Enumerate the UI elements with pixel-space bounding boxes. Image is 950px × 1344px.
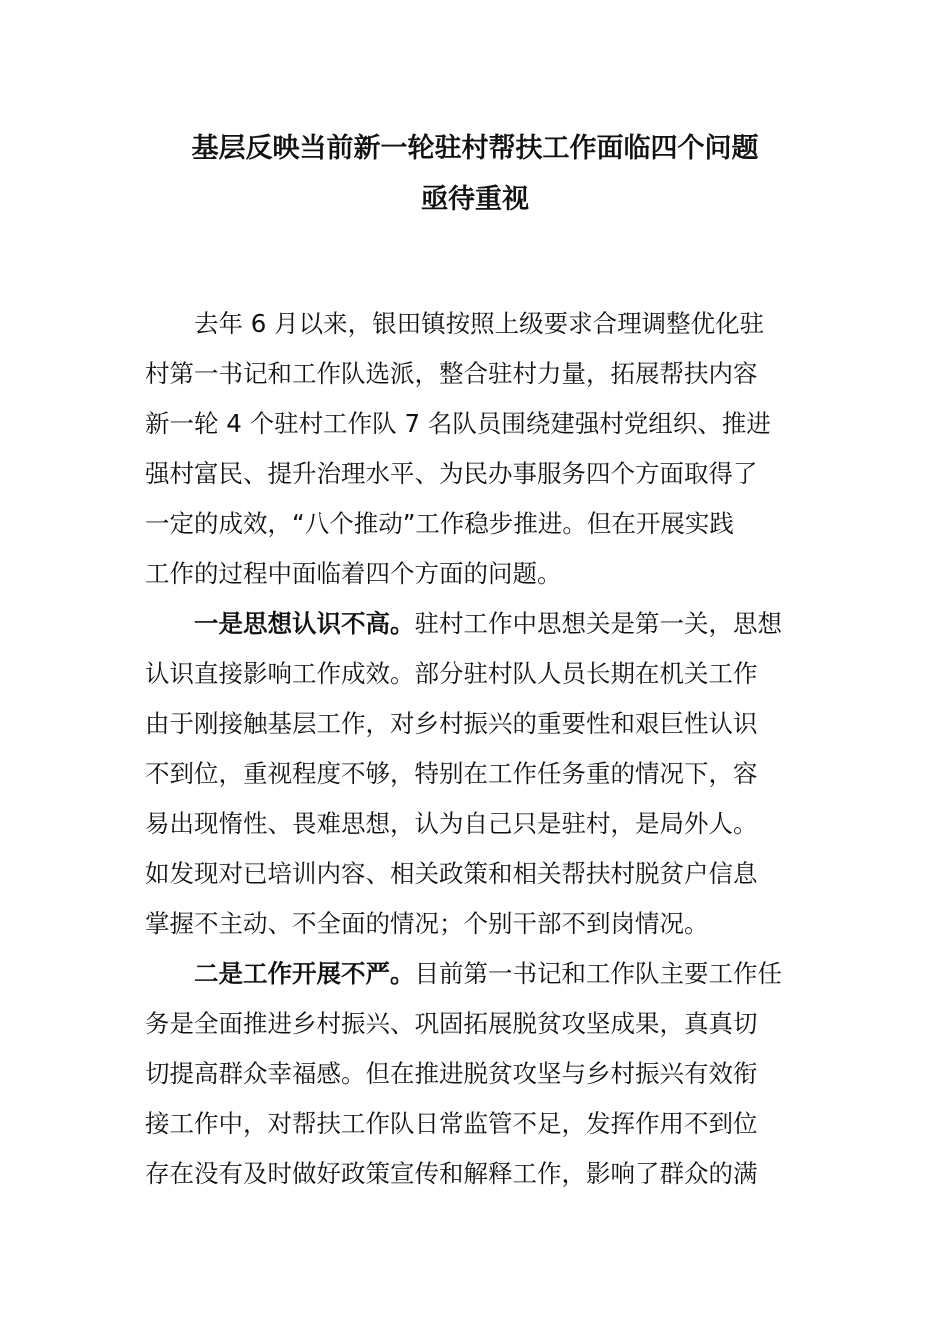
paragraph-2-first-line	[145, 604, 807, 654]
paragraph-3-line: 存在没有及时做好政策宣传和解释工作，影响了群众的满	[145, 1159, 758, 1188]
paragraph-2-lead: 一是思想认识不高。	[194, 609, 415, 638]
document-title-line-1: 基层反映当前新一轮驻村帮扶工作面临四个问题	[191, 133, 759, 164]
paragraph-3-line: 务是全面推进乡村振兴、巩固拓展脱贫攻坚成果，真真切	[145, 1009, 758, 1038]
paragraph-2-line-text: 驻村工作中思想关是第一关，思想	[414, 609, 782, 638]
paragraph-2-line: 认识直接影响工作成效。部分驻村队人员长期在机关工作	[145, 659, 758, 688]
paragraph-1-line: 新一轮 4 个驻村工作队 7 名队员围绕建强村党组织、推进	[145, 409, 771, 438]
document-title-line-2: 亟待重视	[421, 184, 529, 215]
paragraph-1-line: 村第一书记和工作队选派，整合驻村力量，拓展帮扶内容	[145, 359, 758, 388]
paragraph-3-first-line	[145, 954, 807, 1004]
paragraph-2-line: 由于刚接触基层工作，对乡村振兴的重要性和艰巨性认识	[145, 709, 758, 738]
paragraph-2-line: 易出现惰性、畏难思想，认为自己只是驻村，是局外人。	[145, 809, 758, 838]
paragraph-2-line: 如发现对已培训内容、相关政策和相关帮扶村脱贫户信息	[145, 859, 758, 888]
paragraph-1-line: 工作的过程中面临着四个方面的问题。	[145, 559, 562, 588]
paragraph-3-line-text: 目前第一书记和工作队主要工作任	[414, 959, 782, 988]
paragraph-3-line: 接工作中，对帮扶工作队日常监管不足，发挥作用不到位	[145, 1109, 758, 1138]
paragraph-1-line: 一定的成效，“八个推动”工作稳步推进。但在开展实践	[145, 509, 734, 538]
paragraph-2-line: 不到位，重视程度不够，特别在工作任务重的情况下，容	[145, 759, 758, 788]
paragraph-3-lead: 二是工作开展不严。	[194, 959, 415, 988]
paragraph-1-line: 去年 6 月以来，银田镇按照上级要求合理调整优化驻	[194, 309, 765, 338]
document-body	[145, 304, 807, 1204]
paragraph-3-line: 切提高群众幸福感。但在推进脱贫攻坚与乡村振兴有效衔	[145, 1059, 758, 1088]
paragraph-2-line: 掌握不主动、不全面的情况；个别干部不到岗情况。	[145, 909, 709, 938]
paragraph-1-line: 强村富民、提升治理水平、为民办事服务四个方面取得了	[145, 459, 758, 488]
